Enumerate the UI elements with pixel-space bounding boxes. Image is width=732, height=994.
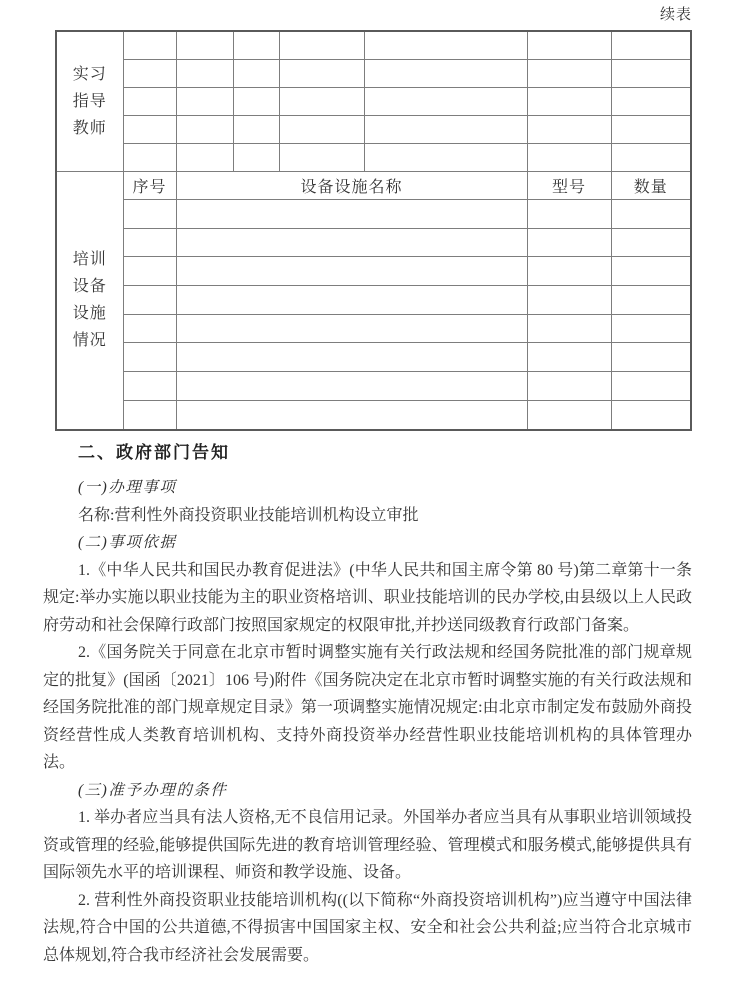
equipment-row [56, 286, 691, 315]
label-line: 指导 [72, 93, 107, 110]
empty-form-cell [123, 257, 176, 286]
header-model: 型号 [527, 172, 611, 200]
empty-form-cell [279, 144, 364, 172]
body-paragraph: 1.《中华人民共和国民办教育促进法》(中华人民共和国主席令第 80 号)第二章第十一条规定:举办实施以职业技能为主的职业资格培训、职业技能培训的民办学校,由县级以上人民政府劳动和社会保障行政部门按照国家规定的权限审批,并抄送同级教育行政部门备案。 [43, 561, 692, 634]
equipment-row [56, 400, 691, 429]
empty-form-cell [611, 31, 691, 60]
subsection-heading: (三)准予办理的条件 [78, 781, 228, 799]
empty-form-cell [364, 31, 527, 60]
empty-form-cell [364, 88, 527, 116]
empty-form-cell [527, 257, 611, 286]
empty-form-cell [233, 31, 279, 60]
empty-form-cell [176, 343, 527, 372]
subsection-heading: (一)办理事项 [78, 479, 177, 496]
empty-form-cell [527, 144, 611, 172]
body-paragraph: 名称:营利性外商投资职业技能培训机构设立审批 [78, 506, 419, 524]
equipment-row [56, 228, 691, 257]
empty-form-cell [176, 144, 233, 172]
empty-form-cell [123, 372, 176, 401]
empty-form-cell [123, 200, 176, 229]
section-heading: 二、政府部门告知 [78, 443, 230, 462]
empty-form-cell [611, 314, 691, 343]
empty-form-cell [123, 116, 176, 144]
equipment-row [56, 372, 691, 401]
label-line: 情况 [72, 332, 107, 350]
practice-teacher-row [56, 31, 691, 60]
empty-form-cell [279, 31, 364, 60]
empty-form-cell [123, 400, 176, 429]
equipment-row [56, 343, 691, 372]
empty-form-cell [123, 88, 176, 116]
empty-form-cell [123, 228, 176, 257]
empty-form-cell [527, 286, 611, 315]
empty-form-cell [176, 116, 233, 144]
notification-text-section [43, 438, 692, 969]
equipment-row [56, 257, 691, 286]
label-training-equipment [56, 172, 123, 430]
empty-form-cell [527, 228, 611, 257]
table-continuation-label: 续表 [659, 7, 692, 23]
empty-form-cell [176, 228, 527, 257]
label-line: 设备 [72, 278, 107, 296]
empty-form-cell [611, 116, 691, 144]
empty-form-cell [527, 116, 611, 144]
practice-teacher-row [56, 144, 691, 172]
label-line: 教师 [72, 120, 107, 137]
body-paragraph: 2. 营利性外商投资职业技能培训机构((以下简称“外商投资培训机构”)应当遵守中国法律法规,符合中国的公共道德,不得损害中国国家主权、安全和社会公共利益;应当符合北京城市总体规划,符合我市经济社会发展需要。 [43, 891, 692, 964]
header-serial-number: 序号 [123, 172, 176, 200]
empty-form-cell [176, 200, 527, 229]
body-paragraph: 1. 举办者应当具有法人资格,无不良信用记录。外国举办者应当具有从事职业培训领域投资或管理的经验,能够提供国际先进的教育培训管理经验、管理模式和服务模式,能够提供具有国际领先水平的培训课程、师资和教学设施、设备。 [43, 809, 692, 881]
empty-form-cell [279, 88, 364, 116]
empty-form-cell [233, 88, 279, 116]
empty-form-cell [279, 116, 364, 144]
header-equipment-name: 设备设施名称 [176, 172, 527, 200]
practice-teacher-row [56, 60, 691, 88]
empty-form-cell [176, 31, 233, 60]
empty-form-cell [123, 60, 176, 88]
empty-form-cell [123, 31, 176, 60]
empty-form-cell [611, 144, 691, 172]
header-quantity: 数量 [611, 172, 691, 200]
empty-form-cell [527, 400, 611, 429]
practice-teacher-row [56, 88, 691, 116]
empty-form-cell [123, 314, 176, 343]
document-body [43, 474, 692, 969]
empty-form-cell [176, 257, 527, 286]
empty-form-cell [364, 116, 527, 144]
empty-form-cell [527, 314, 611, 343]
empty-form-cell [233, 60, 279, 88]
equipment-row [56, 200, 691, 229]
empty-form-cell [527, 31, 611, 60]
empty-form-cell [233, 144, 279, 172]
empty-form-cell [611, 286, 691, 315]
empty-form-cell [233, 116, 279, 144]
application-form-table [55, 30, 692, 431]
subsection-heading: (二)事项依据 [78, 534, 177, 551]
empty-form-cell [611, 228, 691, 257]
empty-form-cell [527, 60, 611, 88]
empty-form-cell [176, 286, 527, 315]
label-practice-teachers [56, 31, 123, 172]
empty-form-cell [176, 88, 233, 116]
equipment-row [56, 314, 691, 343]
empty-form-cell [123, 343, 176, 372]
empty-form-cell [279, 60, 364, 88]
empty-form-cell [611, 88, 691, 116]
label-line: 实习 [72, 66, 107, 83]
body-paragraph: 2.《国务院关于同意在北京市暂时调整实施有关行政法规和经国务院批准的部门规章规定的批复》(国函〔2021〕106 号)附件《国务院决定在北京市暂时调整实施的有关行政法规和经国务院批准的部门规章规定目录》第一项调整实施情况规定:由北京市制定发布鼓励外商投资经营性成人类教育培训机构、支持外商投资举办经营性职业技能培训机构的具体管理办法。 [43, 644, 692, 771]
empty-form-cell [611, 60, 691, 88]
empty-form-cell [611, 343, 691, 372]
empty-form-cell [364, 144, 527, 172]
empty-form-cell [527, 372, 611, 401]
empty-form-cell [123, 286, 176, 315]
empty-form-cell [611, 400, 691, 429]
equipment-header-row [56, 172, 691, 200]
empty-form-cell [364, 60, 527, 88]
empty-form-cell [611, 257, 691, 286]
practice-teacher-row [56, 116, 691, 144]
empty-form-cell [123, 144, 176, 172]
label-line: 设施 [72, 305, 107, 323]
empty-form-cell [176, 372, 527, 401]
label-line: 培训 [72, 251, 107, 269]
empty-form-cell [176, 60, 233, 88]
empty-form-cell [176, 314, 527, 343]
empty-form-cell [611, 372, 691, 401]
empty-form-cell [527, 343, 611, 372]
empty-form-cell [611, 200, 691, 229]
empty-form-cell [527, 88, 611, 116]
empty-form-cell [527, 200, 611, 229]
empty-form-cell [176, 400, 527, 429]
